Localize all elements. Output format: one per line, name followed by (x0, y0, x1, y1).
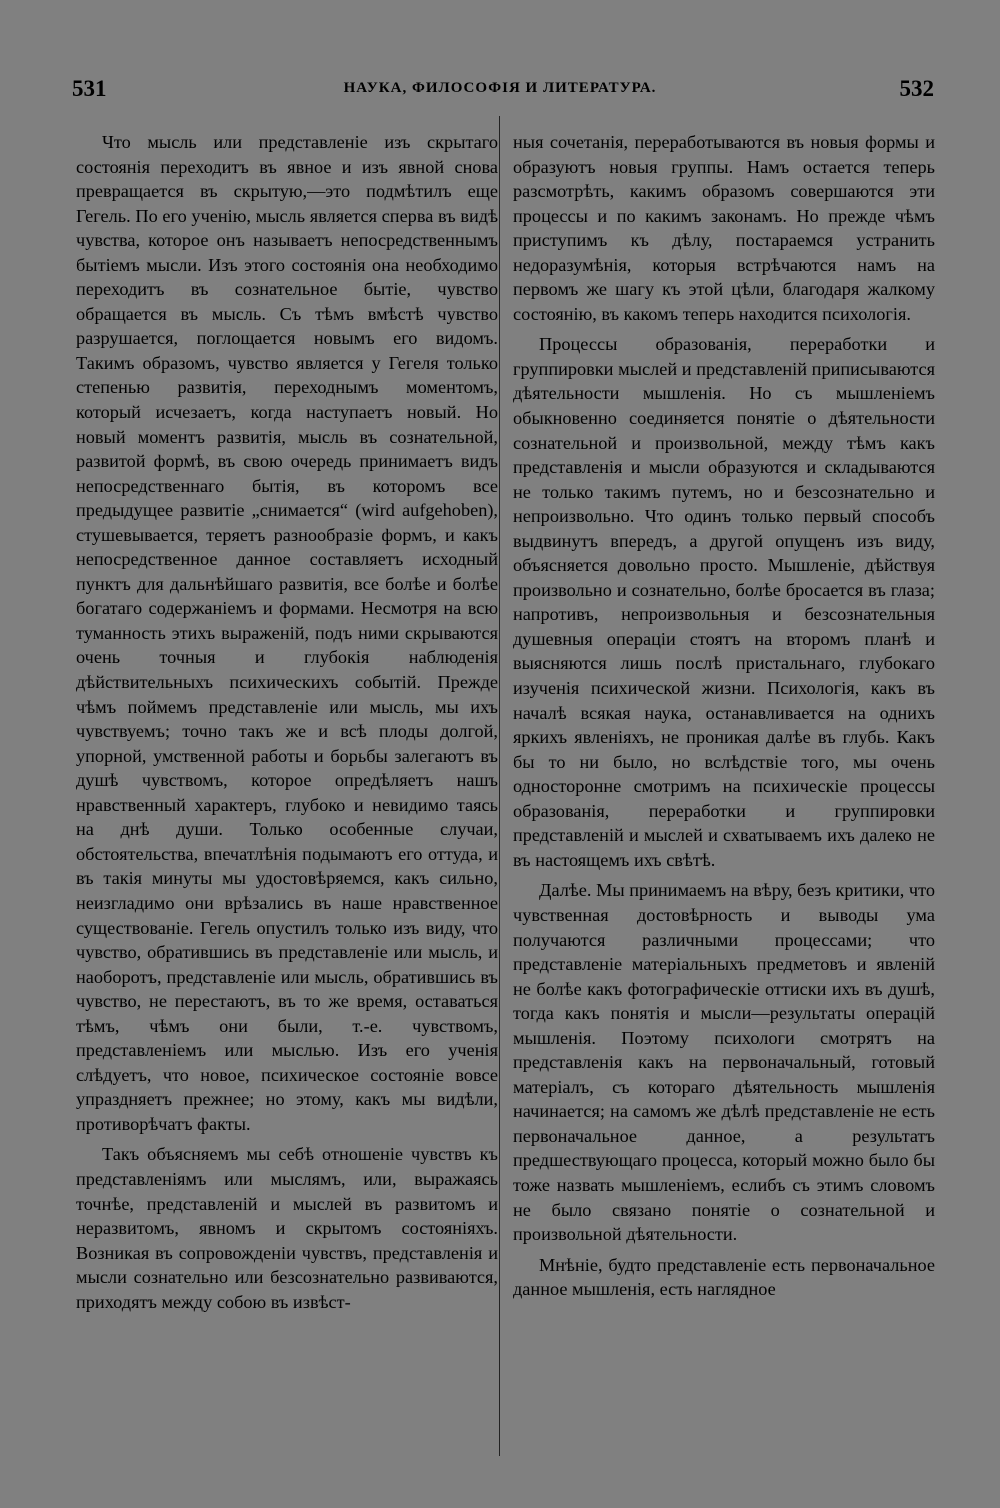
paragraph: Такъ объясняемъ мы себѣ отношеніе чувствъ къ представленіямъ или мыслямъ, или, выражаясь точнѣе, представленій и мыслей въ развитомъ и неразвитомъ, явномъ и скрытомъ состояніяхъ. Возникая въ сопровожденіи чувствъ, представленія и мысли сознательно или безсознательно развиваются, приходятъ между собою въ извѣст- (76, 1144, 498, 1312)
paragraph: Процессы образованія, переработки и группировки мыслей и представленій приписываются дѣятельности мышленія. Но съ мышленіемъ обыкновенно соединяется понятіе о дѣятельности сознательной и произвольной, между тѣмъ какъ представленія и мысли образуются и складываются не только такимъ путемъ, но и безсознательно и непроизвольно. Что одинъ только первый способъ выдвинутъ впередъ, а другой опущенъ изъ виду, объясняется довольно просто. Мышленіе, дѣйствуя произвольно и сознательно, болѣе бросается въ глаза; напротивъ, непроизвольныя и безсознательныя душевныя операціи стоятъ на второмъ планѣ и выясняются лишь послѣ пристальнаго, глубокаго изученія психической жизни. Психологія, какъ въ началѣ всякая наука, останавливается на однихъ яркихъ явленіяхъ, не проникая далѣе въ глубь. Какъ бы то ни было, но вслѣдствіе того, мы очень односторонне смотримъ на психическіе процессы образованія, переработки и группировки представленій и мыслей и схватываемъ ихъ далеко не въ настоящемъ ихъ свѣтѣ. (513, 334, 935, 870)
right-column (513, 130, 935, 1302)
running-title: НАУКА, ФИЛОСОФІЯ И ЛИТЕРАТУРА. (343, 80, 657, 96)
page-header (0, 76, 1000, 108)
paragraph: ныя сочетанія, переработываются въ новыя формы и образуютъ новыя группы. Намъ остается теперь разсмотрѣть, какимъ образомъ совершаются эти процессы и по какимъ законамъ. Но прежде чѣмъ приступимъ къ дѣлу, постараемся устранить недоразумѣнія, которыя встрѣчаются намъ на первомъ же шагу къ этой цѣли, благодаря жалкому состоянію, въ какомъ теперь находится психологія. (513, 132, 935, 324)
left-page-number: 531 (72, 76, 107, 101)
column-divider (499, 116, 500, 1456)
paragraph: Что мысль или представленіе изъ скрытаго состоянія переходитъ въ явное и изъ явной снова превращается въ скрытую,—это подмѣтилъ еще Гегель. По его ученію, мысль является сперва въ видѣ чувства, которое онъ называетъ непосредственнымъ бытіемъ мысли. Изъ этого состоянія она необходимо переходитъ въ сознательное бытіе, чувство обращается въ мысль. Съ тѣмъ вмѣстѣ чувство разрушается, поглощается новымъ его видомъ. Такимъ образомъ, чувство является у Гегеля только степенью развитія, переходнымъ моментомъ, который исчезаетъ, когда наступаетъ новый. Но новый моментъ развитія, мысль въ сознательной, развитой формѣ, въ свою очередь принимаетъ видъ непосредственнаго бытія, въ которомъ все предыдущее развитіе „снимается“ (wird aufgehoben), стушевывается, теряетъ разнообразіе формъ, и какъ непосредственное данное составляетъ исходный пунктъ для дальнѣйшаго развитія, все болѣе и болѣе богатаго содержаніемъ и формами. Несмотря на всю туманность этихъ выраженій, подъ ними скрываются очень точныя и глубокія наблюденія дѣйствительныхъ психическихъ событій. Прежде чѣмъ поймемъ представленіе или мысль, мы ихъ чувствуемъ; точно такъ же и всѣ плоды долгой, упорной, умственной работы и борьбы залегаютъ въ душѣ чувствомъ, которое опредѣляетъ нашъ нравственный характеръ, глубоко и невидимо таясь на днѣ души. Только особенные случаи, обстоятельства, впечатлѣнія подымаютъ его оттуда, и въ такія минуты мы удостовѣряемся, какъ сильно, неизгладимо они врѣзались въ наше нравственное существованіе. Гегель опустилъ только изъ виду, что чувство, обратившись въ представленіе или мысль, и наоборотъ, представленіе или мысль, обратившись въ чувство, не перестаютъ, въ то же время, оставаться тѣмъ, чѣмъ они были, т.-е. чувствомъ, представленіемъ или мыслью. Изъ его ученія слѣдуетъ, что новое, психическое состояніе вовсе упраздняетъ прежнее; но этому, какъ мы видѣли, противорѣчатъ факты. (76, 132, 498, 1134)
paragraph: Мнѣніе, будто представленіе есть первоначальное данное мышленія, есть наглядное (513, 1254, 935, 1300)
left-column (76, 130, 498, 1314)
paragraph: Далѣе. Мы принимаемъ на вѣру, безъ критики, что чувственная достовѣрность и выводы ума получаются различными процессами; что представленіе матеріальныхъ предметовъ и явленій не болѣе какъ фотографическіе оттиски ихъ въ душѣ, тогда какъ понятія и мысли—результаты операцій мышленія. Поэтому психологи смотрятъ на представленія какъ на первоначальный, готовый матеріалъ, съ котораго дѣятельность мышленія начинается; на самомъ же дѣлѣ представленіе не есть первоначальное данное, а результатъ предшествующаго процесса, который можно было бы тоже назвать мышленіемъ, еслибъ съ этимъ словомъ не было связано понятіе о сознательной и произвольной дѣятельности. (513, 880, 935, 1245)
right-page-number: 532 (899, 76, 934, 101)
